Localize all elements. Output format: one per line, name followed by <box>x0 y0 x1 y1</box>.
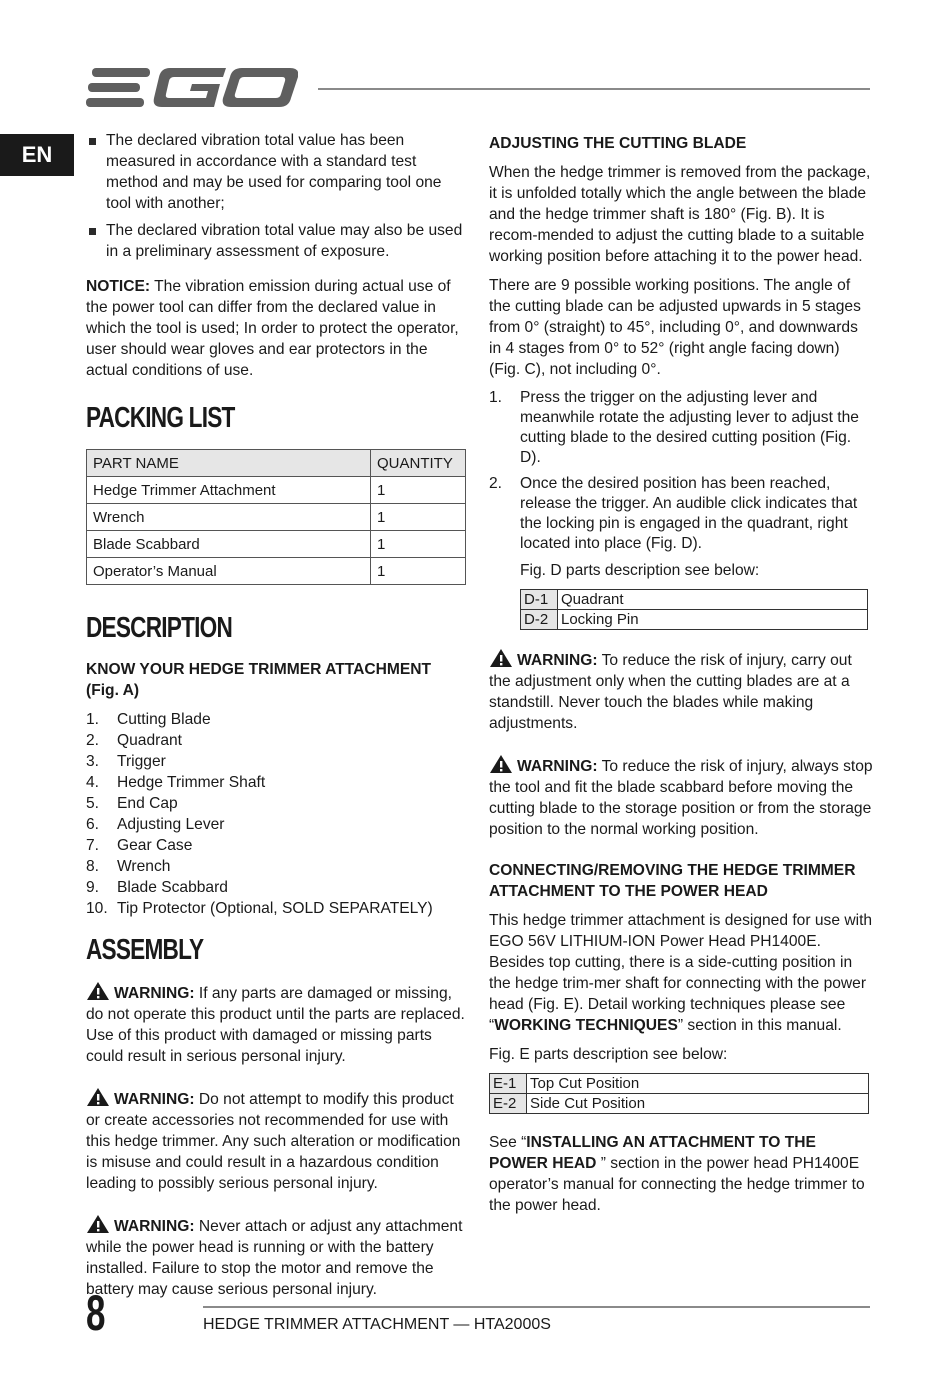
table-header-cell: PART NAME <box>87 450 371 477</box>
paragraph: When the hedge trimmer is removed from the package, it is unfolded totally which the angle between the blade and the hedge trimmer shaft is 180° (Fig. B). It is recom-mended to adjust the cutting blade to a suitable working position before attaching it to the power head. <box>489 164 871 265</box>
parts-list <box>86 709 468 919</box>
fig-d-table <box>520 589 868 630</box>
list-item: 3. Trigger <box>86 753 166 770</box>
warning-paragraph: WARNING: If any parts are damaged or missing, do not operate this product until the parts are replaced. Use of this product with damaged or missing parts could result in serious personal injury. <box>86 981 468 1067</box>
table-cell: Locking Pin <box>558 610 868 630</box>
table-row <box>490 1094 869 1114</box>
list-item: 6. Adjusting Lever <box>86 816 225 833</box>
table-row <box>521 590 868 610</box>
warning-paragraph: WARNING: Do not attempt to modify this product or create accessories not recommended for use with this hedge trimmer. Any such alteration or modification is misuse and could result in a hazardous condition leading to possibly serious personal injury. <box>86 1087 468 1194</box>
page-number: 8 <box>86 1285 106 1341</box>
fig-d-caption: Fig. D parts description see below: <box>520 562 760 579</box>
list-item: 1. Press the trigger on the adjusting lever and meanwhile rotate the adjusting lever to adjust the cutting blade to the desired cutting position (Fig. D). <box>489 389 859 466</box>
header-rule <box>318 88 870 90</box>
table-row <box>87 558 466 585</box>
list-item: 7. Gear Case <box>86 837 193 854</box>
packing-list-heading: PACKING LIST <box>86 402 235 434</box>
table-cell: E-2 <box>490 1094 527 1114</box>
ego-logo <box>86 62 298 114</box>
table-cell: D-1 <box>521 590 558 610</box>
bullet-item: The declared vibration total value has been measured in accordance with a standard test method and may be used for comparing tool one tool with another; <box>86 130 468 214</box>
warning-triangle-icon <box>86 1214 110 1234</box>
assembly-heading: ASSEMBLY <box>86 934 204 966</box>
table-cell: Top Cut Position <box>527 1074 869 1094</box>
warning-triangle-icon <box>489 648 513 668</box>
warning-paragraph: WARNING: To reduce the risk of injury, carry out the adjustment only when the cutting blades are at a standstill. Never touch the blades while making adjustments. <box>489 648 873 734</box>
table-row <box>87 531 466 558</box>
table-cell: D-2 <box>521 610 558 630</box>
list-item: 9. Blade Scabbard <box>86 879 228 896</box>
table-cell: Quadrant <box>558 590 868 610</box>
right-column <box>489 130 873 1224</box>
notice-label: NOTICE: <box>86 278 151 295</box>
table-row <box>521 610 868 630</box>
list-item: 1. Cutting Blade <box>86 711 211 728</box>
paragraph: This hedge trimmer attachment is designed for use with EGO 56V LITHIUM-ION Power Head PH1400E. Besides top cutting, there is a side-cutting position in the hedge trim-mer shaft for connecting with the power head (Fig. E). Detail working techniques please see “WORKING TECHNIQUES” section in this manual. <box>489 912 873 1034</box>
adjusting-heading: ADJUSTING THE CUTTING BLADE <box>489 135 747 152</box>
table-header-row <box>87 450 466 477</box>
footer-title: HEDGE TRIMMER ATTACHMENT — HTA2000S <box>203 1316 551 1333</box>
language-tab: EN <box>0 134 74 176</box>
table-cell: E-1 <box>490 1074 527 1094</box>
table-cell: Wrench <box>87 504 371 531</box>
list-item: 5. End Cap <box>86 795 178 812</box>
paragraph: There are 9 possible working positions. The angle of the cutting blade can be adjusted upwards in 5 stages from 0° (straight) to 45°, including 0°, and downwards in 4 stages from 0° to 52° (right angle facing down) (Fig. C), not including 0°. <box>489 277 861 378</box>
list-item: 8. Wrench <box>86 858 171 875</box>
know-your-heading: KNOW YOUR HEDGE TRIMMER ATTACHMENT (Fig. A) <box>86 661 432 699</box>
packing-list-table <box>86 449 466 585</box>
table-cell: 1 <box>371 558 466 585</box>
warning-triangle-icon <box>86 1087 110 1107</box>
list-item: 4. Hedge Trimmer Shaft <box>86 774 266 791</box>
table-cell: Operator’s Manual <box>87 558 371 585</box>
table-cell: 1 <box>371 504 466 531</box>
warning-paragraph: WARNING: To reduce the risk of injury, always stop the tool and fit the blade scabbard before moving the cutting blade to the storage position or from the storage position to the normal working position. <box>489 754 873 840</box>
fig-e-caption: Fig. E parts description see below: <box>489 1046 728 1063</box>
table-header-cell: QUANTITY <box>371 450 466 477</box>
description-heading: DESCRIPTION <box>86 612 233 644</box>
square-bullet-icon <box>89 138 96 145</box>
table-cell: Hedge Trimmer Attachment <box>87 477 371 504</box>
table-cell: Side Cut Position <box>527 1094 869 1114</box>
list-item: 2. Quadrant <box>86 732 183 749</box>
table-cell: 1 <box>371 531 466 558</box>
square-bullet-icon <box>89 228 96 235</box>
table-row <box>87 477 466 504</box>
connecting-heading: CONNECTING/REMOVING THE HEDGE TRIMMER ATTACHMENT TO THE POWER HEAD <box>489 862 856 900</box>
warning-triangle-icon <box>489 754 513 774</box>
warning-triangle-icon <box>86 981 110 1001</box>
notice-paragraph: NOTICE: The vibration emission during actual use of the power tool can differ from the declared value in which the tool is used; In order to protect the operator, user should wear gloves and ear protectors in the actual conditions of use. <box>86 278 459 379</box>
left-column <box>86 130 468 1320</box>
warning-paragraph: WARNING: Never attach or adjust any attachment while the power head is running or with the battery installed. Failure to stop the motor and remove the battery may cause serious personal injury. <box>86 1214 468 1300</box>
steps-list <box>489 388 873 554</box>
list-item: 2. Once the desired position has been reached, release the trigger. An audible click indicates that the locking pin is engaged in the quadrant, right located into place (Fig. D). <box>489 475 858 552</box>
footer-rule <box>203 1306 870 1308</box>
table-cell: 1 <box>371 477 466 504</box>
table-row <box>490 1074 869 1094</box>
paragraph: See “INSTALLING AN ATTACHMENT TO THE POWER HEAD ” section in the power head PH1400E operator’s manual for connecting the hedge trimmer to the power head. <box>489 1134 865 1214</box>
fig-e-table <box>489 1073 869 1114</box>
bullet-item: The declared vibration total value may also be used in a preliminary assessment of exposure. <box>86 220 468 262</box>
list-item: 10. Tip Protector (Optional, SOLD SEPARATELY) <box>86 900 433 917</box>
table-row <box>87 504 466 531</box>
table-cell: Blade Scabbard <box>87 531 371 558</box>
